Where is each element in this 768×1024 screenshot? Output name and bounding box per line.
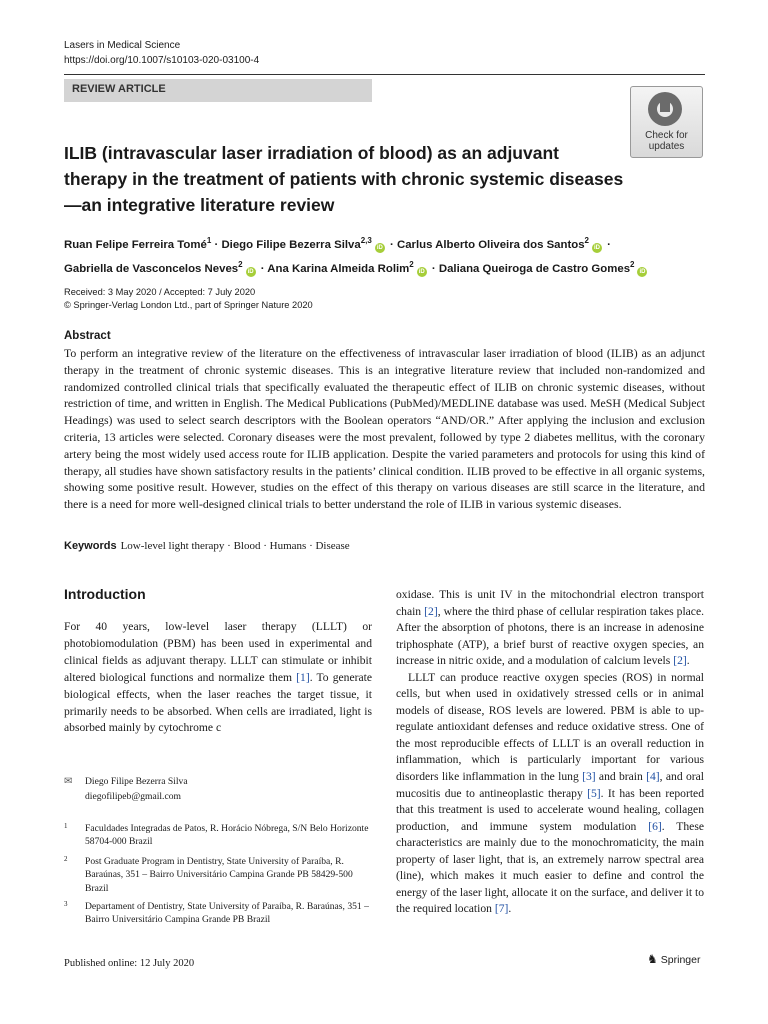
orcid-icon[interactable]: iD [376, 244, 383, 251]
affiliation-text: Faculdades Integradas de Patos, R. Horácio Nóbrega, S/N Belo Horizonte 58704-000 Brazil [85, 823, 369, 848]
intro-paragraph-3 [396, 670, 704, 918]
citation-link[interactable]: [4] [646, 770, 660, 784]
paragraph-text: . [508, 902, 512, 916]
author-affiliation-ref: 2,3 [360, 236, 372, 245]
author-affiliation-ref: 2 [630, 259, 635, 269]
abstract-heading: Abstract [64, 330, 111, 342]
author-affiliation-ref: 2 [584, 236, 589, 245]
affiliation-text: Departament of Dentistry, State University of Paraíba, R. Baraúnas, 351 – Bairro Universitário Campina Grande PB Brazil [85, 901, 369, 926]
intro-left-column [64, 619, 372, 737]
citation-link[interactable]: [1] [296, 670, 310, 684]
keywords-list: Low-level light therapy · Blood · Humans · Disease [120, 540, 350, 552]
orcid-icon[interactable]: iD [247, 268, 254, 275]
paragraph-text: . To generate biological effects, when the laser reaches the target tissue, it primarily needs to be absorbed. When cells are irradiated, light is absorbed mainly by cytochrome c [64, 670, 372, 735]
author-name[interactable]: Diego Filipe Bezerra Silva [221, 238, 361, 251]
publisher-name: Springer [660, 954, 701, 966]
paragraph-text: , where the third phase of cellular respiration takes place. After the absorption of photons, there is an increase in adenosine triphosphate (ATP), a brief burst of reactive oxygen species, an increase in nitric oxide, and a modulation of calcium levels [396, 604, 705, 668]
paragraph-text: . It has been reported that this treatment is used to accelerate wound healing, collagen production, and immune system modulation [396, 786, 704, 833]
doi-link[interactable]: https://doi.org/10.1007/s10103-020-03100-4 [64, 55, 260, 66]
correspondence-block [64, 774, 188, 804]
orcid-icon[interactable]: iD [594, 244, 600, 251]
citation-link[interactable]: [2] [424, 604, 438, 618]
citation-link[interactable]: [2] [673, 654, 687, 668]
paragraph-text: . [686, 654, 690, 668]
check-for-updates-button[interactable] [630, 86, 703, 158]
article-type-band [64, 79, 372, 102]
bookmark-icon [660, 98, 670, 112]
citation-link[interactable]: [7] [494, 902, 509, 916]
article-type-label: REVIEW ARTICLE [72, 83, 166, 95]
affiliation-number: 3 [64, 900, 68, 908]
author-name[interactable]: Ruan Felipe Ferreira Tomé [64, 238, 207, 251]
paragraph-text: . These characteristics are mainly due to the monochromaticity, the main property of laser light, that is, an extremely narrow spectral area (line), which makes it much easier to define and control the energy of the laser light, allocate it on the surface, and deliver it to the required location [396, 819, 704, 916]
citation-link[interactable]: [6] [648, 819, 662, 833]
intro-right-column [396, 587, 704, 918]
keywords-label: Keywords [64, 540, 117, 552]
paragraph-text: oxidase. This is unit IV in the mitochondrial electron transport chain [396, 588, 704, 618]
header-rule [64, 74, 705, 75]
envelope-icon: ✉ [64, 776, 73, 787]
paragraph-text: LLLT can produce reactive oxygen species (ROS) in normal cells, but when used in oxidatively stressed cells or in animal models of disease, ROS levels are lowered. PBM is able to up-regulate antioxidant defenses and reduce oxidative stress. One of the most reproducible effects of LLLT is an overall reduction in inflammation, which is particularly important for various disorders like inflammation in the lung [396, 670, 704, 784]
affiliation-number: 2 [64, 855, 68, 863]
author-affiliation-ref: 2 [409, 259, 414, 269]
citation-link[interactable]: [5] [587, 786, 601, 800]
correspondence-email[interactable]: diegofilipeb@gmail.com [85, 791, 181, 802]
affiliation-text: Post Graduate Program in Dentistry, State University of Paraíba, R. Baraúnas, 351 – Bairro Universitário Campina Grande PB 58429-500 Brazil [85, 856, 353, 894]
author-affiliation-ref: 2 [238, 259, 243, 269]
check-updates-line2: updates [648, 141, 685, 152]
author-name[interactable]: Carlus Alberto Oliveira dos Santos [396, 238, 585, 251]
author-name[interactable]: Ana Karina Almeida Rolim [267, 262, 410, 275]
author-list: Ruan Felipe Ferreira Tomé$^1$ · Diego Filipe Bezerra Silva$^{2,3}$iD · Carlus Alberto Oliveira dos Santos$^2$iD · Gabriella de Vasconcelos Neves$^2$iD · Ana Karina Almeida Rolim$^2$iD · Daliana Queiroga de Castro Gomes$^2$iD [64, 236, 646, 275]
orcid-icon[interactable]: iD [639, 268, 646, 275]
journal-name: Lasers in Medical Science [64, 40, 181, 51]
published-online-date: Published online: 12 July 2020 [64, 958, 195, 969]
paragraph-text: For 40 years, low-level laser therapy (LLLT) or photobiomodulation (PBM) has been used in experimental and clinical fields as adjuvant therapy. LLLT can stimulate or inhibit altered biological functions and normalize them [64, 620, 372, 684]
affiliation-number: 1 [64, 822, 68, 830]
orcid-icon[interactable]: iD [418, 268, 425, 275]
intro-paragraph-2 [396, 587, 704, 670]
springer-horse-icon: ♞ [647, 952, 658, 966]
author-name[interactable]: Daliana Queiroga de Castro Gomes [438, 262, 631, 275]
author-affiliation-ref: 1 [206, 236, 212, 245]
correspondence-name: Diego Filipe Bezerra Silva [85, 776, 188, 787]
abstract-body: To perform an integrative review of the literature on the effectiveness of intravascular laser irradiation of blood (ILIB) as an adjunct therapy in the treatment of chronic systemic diseases. This is an integrative literature review that included non-randomized and randomized controlled clinical trials that specifically evaluated the therapeutic effect of ILIB on chronic systemic diseases, without restriction of time, and written in English. The Medical Publications (PubMed)/MEDLINE database was used. MeSH (Medical Subject Headings) was used to select search descriptors with the Boolean operators “AND/OR.” After applying the inclusion and exclusion criteria, 13 articles were selected. Coronary diseases were the most prevalent, followed by type 2 diabetes mellitus, with the coronary artery being the most widely used access route for ILIB application. Despite the varied parameters and protocols for using this kind of therapy, all studies have shown satisfactory results in the patients’ clinical condition. ILIB proved to be effective in all organic systems, showing some positive result. However, studies on the effect of this therapy on various diseases are still scarce in the literature, and there is a need for more well-designed clinical trials to better understand the role of ILIB in various systemic diseases. [64, 346, 705, 512]
section-heading-introduction: Introduction [64, 586, 146, 602]
author-name[interactable]: Gabriella de Vasconcelos Neves [64, 262, 239, 275]
check-updates-line1: Check for [645, 130, 688, 141]
copyright-notice: © Springer-Verlag London Ltd., part of Springer Nature 2020 [64, 300, 313, 310]
citation-link[interactable]: [3] [582, 770, 596, 784]
paragraph-text: and brain [595, 770, 647, 784]
article-title: ILIB (intravascular laser irradiation of blood) as an adjuvant therapy in the treatment of patients with chronic systemic diseases—an integrative literature review [64, 143, 624, 215]
publisher-logo [647, 952, 700, 966]
paragraph-text: , and oral mucositis due to antineoplastic therapy [396, 770, 704, 800]
received-accepted-dates: Received: 3 May 2020 / Accepted: 7 July 2020 [64, 287, 256, 297]
keywords [64, 540, 350, 552]
intro-paragraph-1 [64, 619, 372, 737]
